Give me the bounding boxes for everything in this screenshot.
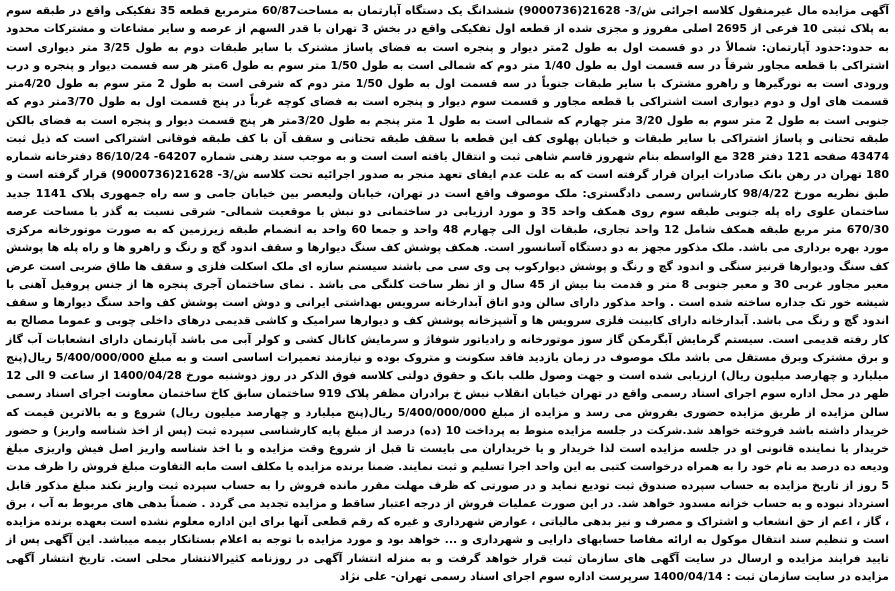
auction-notice-text: آگهی مزایده مال غیرمنقول کلاسه اجرائی ش/3- 21628(9000736) ششدانگ یک دستگاه آپارتمان به مساحت60/87 مترمربع قطعه 35 تفکیکی واقع در طبقه سوم به پلاک ثبتی 10 فرعی از 2695 اصلی مفروز و مجزی شده از قطعه اول تفکیکی واقع در بخش 3 تهران با قدر السهم از عرصه و سایر مشاعات و مشترکات محدود به حدود:حدود آپارتمان: شمالاً در دو قسمت اول به طول 2متر دیوار و پنجره است به فضای پاساژ مشترک با سایر طبقات دوم به طول 3/25 متر دیواری است اشتراکی با قطعه مجاور شرقاً در سه قسمت اول به طول 1/40 متر دوم که شمالی است به طول 1/50 متر سوم به طول 6متر هر سه قسمت دیوار و پنجره و درب ورودی است به نورگیرها و راهرو مشترک با سایر طبقات جنوباً در سه قسمت اول به طول 1/50 متر دوم که شرقی است به طول 2 متر سوم به طول 4/20متر قسمت های اول و دوم دیواری است اشتراکی با قطعه مجاور و قسمت سوم دیوار و پنجره است به فضای کوچه غرباً در پنج قسمت اول به طول 3/70متر دوم که جنوبی است به طول 2 متر سوم به طول 3/20 متر چهارم که شمالی است به طول 1 متر پنجم به طول 3/20متر هر پنج قسمت دیوار و پنجره است به فضای بالکن طبقه تحتانی و پاساژ اشتراکی با سایر طبقات و خیابان پهلوی کف این قطعه با سقف طبقه تحتانی و سقف آن با کف طبقه فوقانی اشتراکی است که ذیل ثبت 43474 صفحه 121 دفتر 328 مع الواسطه بنام شهروز قاسم شاهی ثبت و انتقال یافته است است و به موجب سند رهنی شماره 64207- 86/10/24 دفترخانه شماره 180 تهران در رهن بانک صادرات ایران قرار گرفته است که به علت عدم ایفای تعهد منجر به صدور اجرائیه تحت کلاسه ش/3- 21628(9000736) قرار گرفته است و طبق نظریه مورخ 98/4/22 کارشناس رسمی دادگستری: ملک موصوف واقع است در تهران، خیابان ولیعصر بین خیابان جامی و سه راه جمهوری پلاک 1141 جدید ساختمان علوی راه پله جنوبی طبقه سوم روی همکف واحد 35 و مورد ارزیابی در ساختمانی دو نبش با موقعیت شمالی- شرقی نسبت به گذر با مساحت عرصه 670/30 متر مربع طبقه همکف شامل 12 واحد تجاری، طبقات اول الی چهارم 48 واحد و جمعا 60 واحد به انضمام طبقه زیرزمین که به صورت موتورخانه مرکزی مورد بهره برداری می باشد. ملک مذکور مجهز به دو دستگاه آسانسور است. همکف پوشش کف سنگ دیوارها و سقف اندود گچ و رنگ و راهرو ها و راه پله ها پوشش کف سنگ ودیوارها قرنیز سنگی و اندود گچ و رنگ و پوشش دیوارکوب پی وی سی می باشند سیستم سازه ای ملک اسکلت فلزی و سقف ها طاق ضربی است عرض معبر مجاور غربی 30 و معبر جنوبی 8 متر و قدمت بنا بیش از 45 سال و از نظر ساخت کلنگی می باشد . نمای ساختمان آجری پنجره ها از جنس پروفیل آهنی با شیشه خور تک جداره ساخته شده است . واحد مذکور دارای سالن ودو اتاق آبدارخانه سرویس بهداشتی ایرانی و دوش است پوشش کف واحد سنگ دیوارها و سقف اندود گچ و رنگ می باشد. آبدارخانه دارای کابینت فلزی سرویس ها و آشپزخانه پوشش کف و دیوارها سرامیک و کاشی قدیمی درهای داخلی چوبی و عموما مصالح به کار رفته قدیمی است. سیستم گرمایش آبگرمکن گاز سوز موتورخانه و رادیاتور شوفاژ و سرمایش کانال کشی و کولر آبی می باشد آپارتمان دارای انشعابات آب گاز و برق مشترک وبرق مستقل می باشد ملک موصوف در زمان بازدید فاقد سکونت و متروک بوده و نیازمند تعمیرات اساسی است و به مبلغ 5/400/000/000 ریال(پنج میلیارد و چهارصد میلیون ریال) ارزیابی شده است و جهت وصول طلب بانک و حقوق دولتی کلاسه فوق الذکر در روز دوشنبه مورخ 1400/04/28 از ساعت 9 الی 12 ظهر در محل اداره سوم اجرای اسناد رسمی واقع در تهران خیابان انقلاب نبش خ برادران مظفر پلاک 919 ساختمان سابق کاخ ساختمان معاونت اجرای اسناد رسمی سالن مزایده از طریق مزایده حضوری بفروش می رسد و مزایده از مبلغ 5/400/000/000 ریال(پنج میلیارد و چهارصد میلیون ریال) شروع و به بالاترین قیمت که خریدار داشته باشد فروخته خواهد شد.شرکت در جلسه مزایده منوط به پرداخت 10 (ده) درصد از مبلغ پایه کارشناسی سپرده ثبت (پس از اخذ شناسه واریز) و حضور خریدار یا نماینده قانونی او در جلسه مزایده است لذا خریدار و یا خریداران می بایست تا قبل از شروع وقت مزایده و با اخذ شناسه واریز اصل فیش واریزی مبلغ ودیعه ده درصد به نام خود را به همراه درخواست کتبی به این واحد اجرا تسلیم و ثبت نمایند. ضمنا برنده مزایده یا مکلف است مابه التفاوت مبلغ فروش را ظرف مدت 5 روز از تاریخ مزایده به حساب سپرده صندوق ثبت تودیع نماید و در صورتی که ظرف مهلت مقرر مانده فروش را به حساب سپرده ثبت واریز نکند مبلغ مذکور قابل استرداد نبوده و به حساب خزانه مسدود خواهد شد. در این صورت عملیات فروش از درجه اعتبار ساقط و مزایده تجدید می گردد . ضمناً بدهی های مربوط به آب ، برق ، گاز ، اعم از حق انشعاب و اشتراک و مصرف و نیز بدهی مالیاتی ، عوارض شهرداری و غیره که رقم قطعی آنها برای این اداره معلوم نشده است بعهده برنده مزایده است و تنظیم سند انتقال موکول به ارائه مفاصا حسابهای دارایی و شهرداری و ... خواهد بود و مورد مزایده با توجه به اعلام بستانکار بیمه میباشد. این آگهی پس از تایید فرایند مزایده و ارسال در سایت آگهی های سازمان ثبت قرار خواهد گرفت و به منزله انتشار آگهی در روزنامه کثیرالانتشار محلی است. تاریخ انتشار آگهی مزایده در سایت سازمان ثبت : 1400/04/14 سرپرست اداره سوم اجرای اسناد رسمی تهران- علی نژاد (5, 4, 890, 583)
